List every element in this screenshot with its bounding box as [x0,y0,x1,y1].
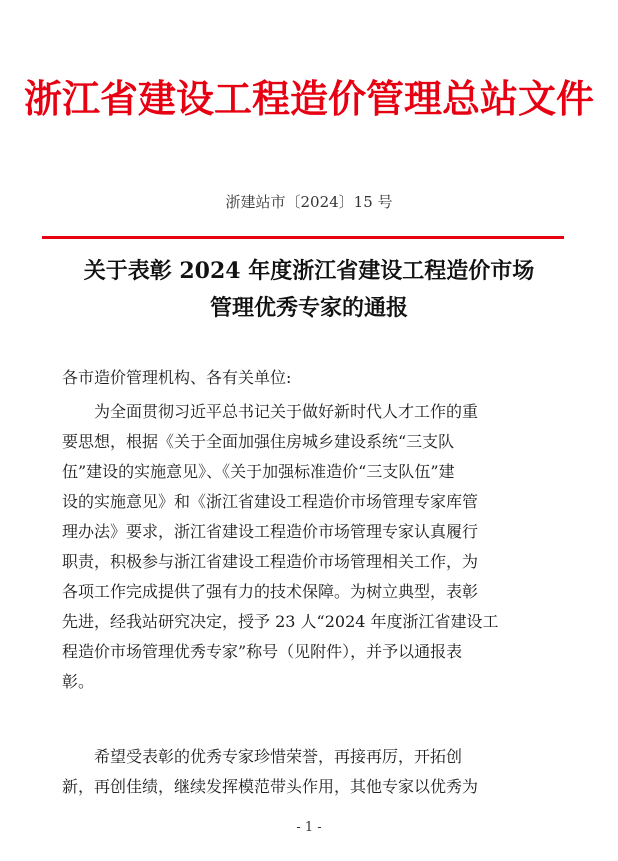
paragraph-line: 理办法》要求，浙江省建设工程造价市场管理专家认真履行 [62,522,479,541]
title-line: 关于表彰 2024 年度浙江省建设工程造价市场 [83,258,535,284]
title-line: 管理优秀专家的通报 [209,295,408,321]
notice-title [0,253,618,327]
body-paragraph-1 [62,397,562,697]
paragraph-line: 程造价市场管理优秀专家”称号（见附件），并予以通报表 [62,642,463,661]
document-number: 浙建站市〔2024〕15 号 [225,193,393,211]
paragraph-line: 伍”建设的实施意见》、《关于加强标准造价“三支队伍”建 [62,462,455,481]
paragraph-line: 希望受表彰的优秀专家珍惜荣誉，再接再厉，开拓创 [94,747,463,766]
page-number: - 1 - [296,820,322,835]
salutation: 各市造价管理机构、各有关单位: [62,368,292,387]
masthead-title: 浙江省建设工程造价管理总站文件 [23,77,594,121]
body-paragraph-2 [62,742,562,802]
paragraph-line: 设的实施意见》和《浙江省建设工程造价市场管理专家库管 [62,492,479,511]
paragraph-line: 为全面贯彻习近平总书记关于做好新时代人才工作的重 [94,402,479,421]
paragraph-line: 彰。 [62,672,95,691]
red-divider-line [42,236,564,239]
paragraph-line: 先进，经我站研究决定，授予 23 人“2024 年度浙江省建设工 [62,612,499,631]
paragraph-line: 要思想，根据《关于全面加强住房城乡建设系统“三支队 [62,432,455,451]
paragraph-line: 新，再创佳绩，继续发挥模范带头作用，其他专家以优秀为 [62,777,479,796]
paragraph-line: 职责，积极参与浙江省建设工程造价市场管理相关工作，为 [62,552,479,571]
paragraph-line: 各项工作完成提供了强有力的技术保障。为树立典型，表彰 [62,582,479,601]
